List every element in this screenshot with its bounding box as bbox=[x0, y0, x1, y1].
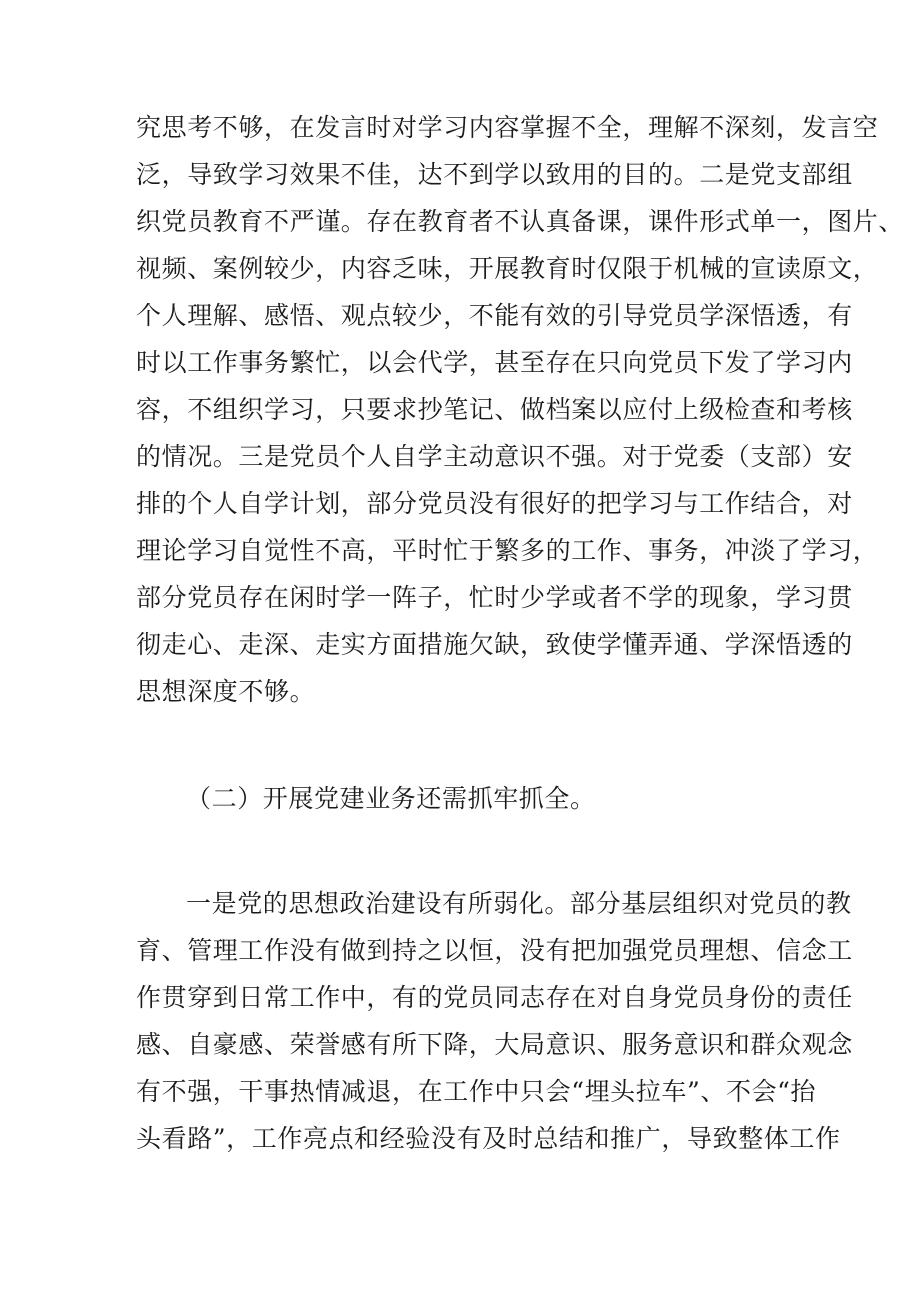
text-line: 头看路”，工作亮点和经验没有及时总结和推广，导致整体工作 bbox=[136, 1124, 841, 1153]
text-line: 排的个人自学计划，部分党员没有很好的把学习与工作结合，对 bbox=[136, 489, 853, 518]
text-line: 有不强，干事热情减退，在工作中只会“埋头拉车”、不会“抬 bbox=[136, 1077, 817, 1106]
text-line: 彻走心、走深、走实方面措施欠缺，致使学懂弄通、学深悟透的 bbox=[136, 630, 853, 659]
text-line: 究思考不够，在发言时对学习内容掌握不全，理解不深刻，发言空 bbox=[136, 113, 879, 142]
text-line: 感、自豪感、荣誉感有所下降，大局意识、服务意识和群众观念 bbox=[136, 1030, 853, 1059]
text-line: 一是党的思想政治建设有所弱化。部分基层组织对党员的教 bbox=[186, 889, 852, 918]
text-line: 理论学习自觉性不高，平时忙于繁多的工作、事务，冲淡了学习， bbox=[136, 536, 879, 565]
section-heading bbox=[186, 775, 846, 822]
text-line: 思想深度不够。 bbox=[136, 677, 316, 706]
section-heading-text: （二）开展党建业务还需抓牢抓全。 bbox=[186, 784, 596, 813]
text-line: 时以工作事务繁忙，以会代学，甚至存在只向党员下发了学习内 bbox=[136, 348, 853, 377]
text-line: 部分党员存在闲时学一阵子，忙时少学或者不学的现象，学习贯 bbox=[136, 583, 853, 612]
text-line: 织党员教育不严谨。存在教育者不认真备课，课件形式单一，图片、 bbox=[136, 207, 905, 236]
paragraph-continued bbox=[136, 104, 905, 715]
text-line: 的情况。三是党员个人自学主动意识不强。对于党委（支部）安 bbox=[136, 442, 853, 471]
text-line: 泛，导致学习效果不佳，达不到学以致用的目的。二是党支部组 bbox=[136, 160, 853, 189]
text-line: 个人理解、感悟、观点较少，不能有效的引导党员学深悟透，有 bbox=[136, 301, 853, 330]
text-line: 视频、案例较少，内容乏味，开展教育时仅限于机械的宣读原文， bbox=[136, 254, 879, 283]
paragraph-body bbox=[136, 880, 853, 1162]
text-line: 容，不组织学习，只要求抄笔记、做档案以应付上级检查和考核 bbox=[136, 395, 853, 424]
text-line: 育、管理工作没有做到持之以恒，没有把加强党员理想、信念工 bbox=[136, 936, 853, 965]
text-line: 作贯穿到日常工作中，有的党员同志存在对自身党员身份的责任 bbox=[136, 983, 853, 1012]
